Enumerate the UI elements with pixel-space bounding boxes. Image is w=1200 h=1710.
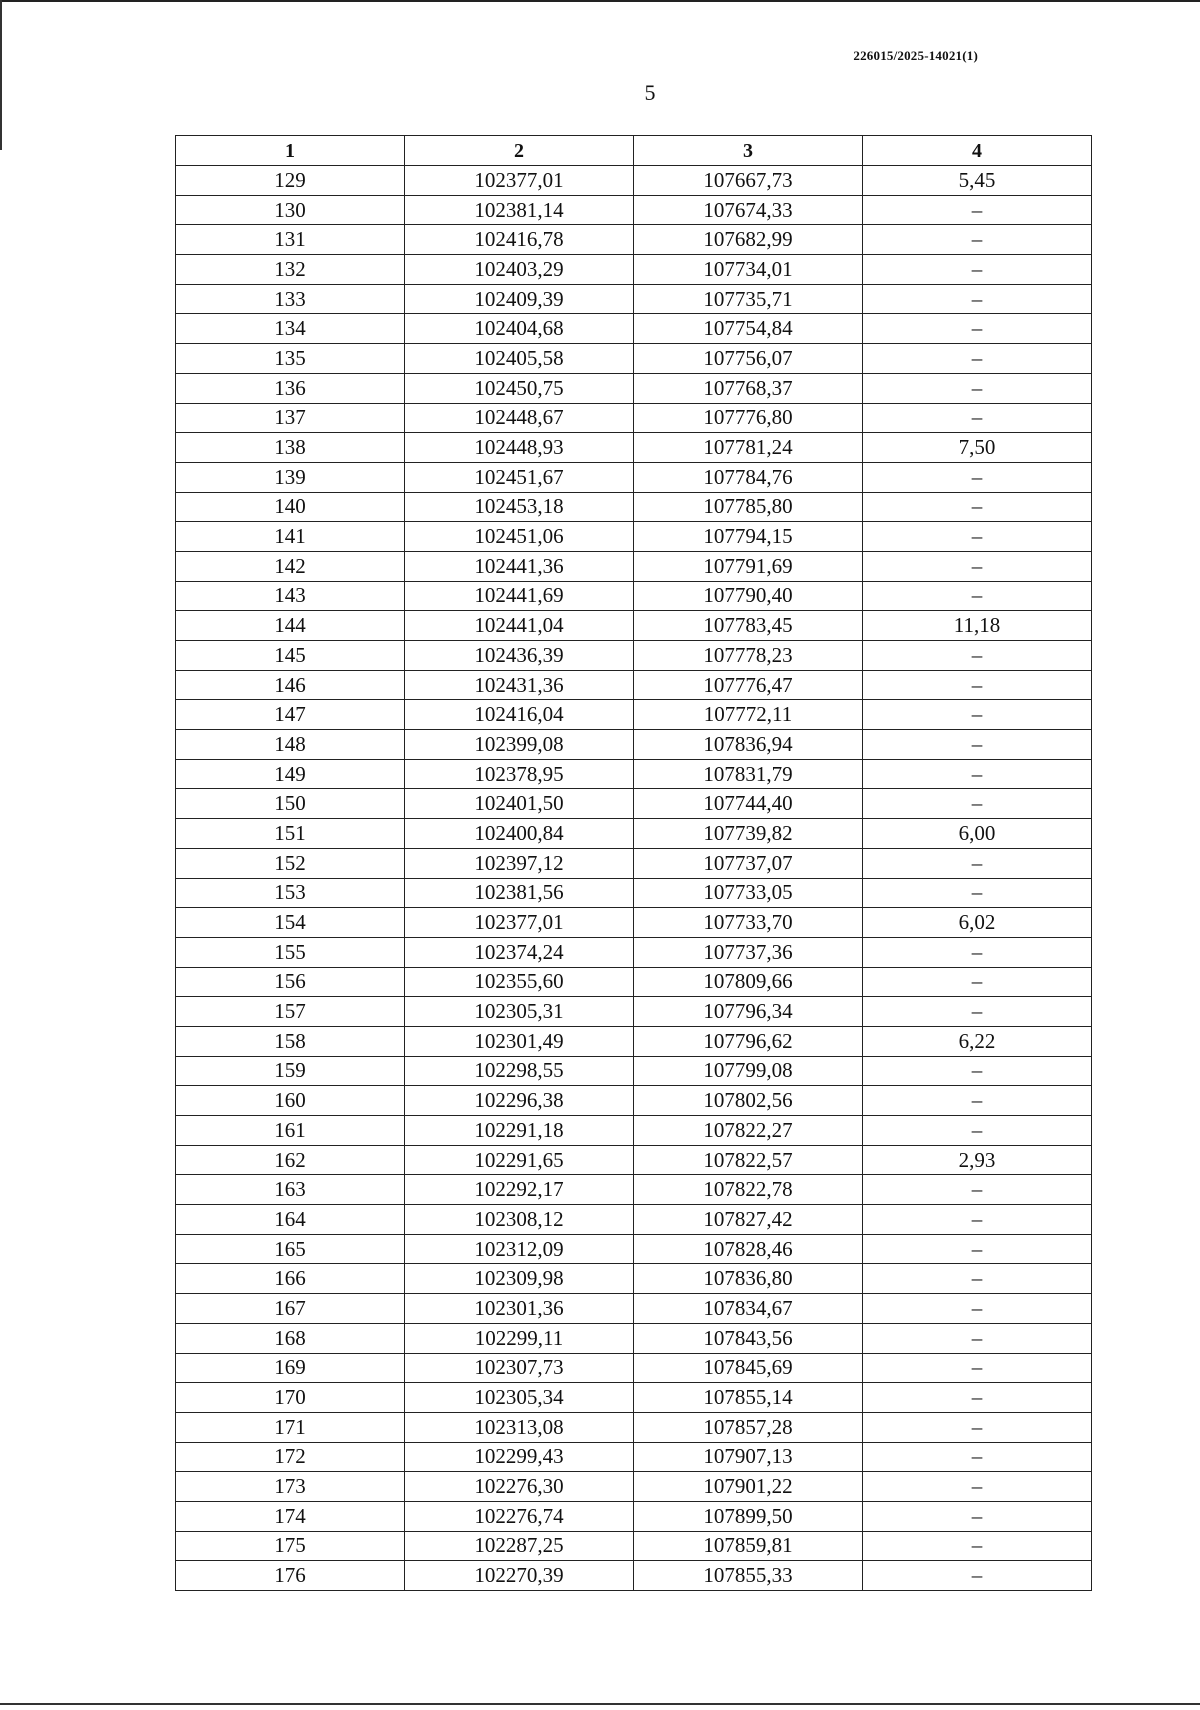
table-row [176,1026,1092,1056]
table-row [176,908,1092,938]
point-number-cell: 131 [176,225,405,255]
distance-cell: – [863,255,1092,285]
coordinates-table [175,135,1092,1591]
x-coordinate-cell: 102355,60 [405,967,634,997]
y-coordinate-cell: 107768,37 [634,373,863,403]
distance-cell: 11,18 [863,611,1092,641]
distance-cell: – [863,1561,1092,1591]
distance-cell: – [863,967,1092,997]
x-coordinate-cell: 102409,39 [405,284,634,314]
table-row [176,967,1092,997]
distance-cell: – [863,1353,1092,1383]
point-number-cell: 157 [176,997,405,1027]
x-coordinate-cell: 102448,67 [405,403,634,433]
distance-cell: – [863,848,1092,878]
point-number-cell: 147 [176,700,405,730]
distance-cell: – [863,1086,1092,1116]
point-number-cell: 140 [176,492,405,522]
y-coordinate-cell: 107744,40 [634,789,863,819]
table-row [176,195,1092,225]
distance-cell: – [863,581,1092,611]
x-coordinate-cell: 102276,74 [405,1501,634,1531]
table-row [176,492,1092,522]
distance-cell: – [863,997,1092,1027]
page-number: 5 [644,80,656,105]
y-coordinate-cell: 107733,70 [634,908,863,938]
x-coordinate-cell: 102397,12 [405,848,634,878]
y-coordinate-cell: 107901,22 [634,1472,863,1502]
table-row [176,225,1092,255]
point-number-cell: 146 [176,670,405,700]
x-coordinate-cell: 102441,04 [405,611,634,641]
y-coordinate-cell: 107781,24 [634,433,863,463]
table-row [176,166,1092,196]
x-coordinate-cell: 102292,17 [405,1175,634,1205]
table-row [176,314,1092,344]
table-row [176,759,1092,789]
x-coordinate-cell: 102309,98 [405,1264,634,1294]
point-number-cell: 133 [176,284,405,314]
distance-cell: 6,00 [863,819,1092,849]
distance-cell: – [863,1264,1092,1294]
y-coordinate-cell: 107822,57 [634,1145,863,1175]
y-coordinate-cell: 107674,33 [634,195,863,225]
x-coordinate-cell: 102291,18 [405,1116,634,1146]
point-number-cell: 132 [176,255,405,285]
point-number-cell: 171 [176,1412,405,1442]
y-coordinate-cell: 107735,71 [634,284,863,314]
distance-cell: – [863,284,1092,314]
y-coordinate-cell: 107733,05 [634,878,863,908]
y-coordinate-cell: 107859,81 [634,1531,863,1561]
distance-cell: – [863,1501,1092,1531]
table-row [176,1205,1092,1235]
distance-cell: 2,93 [863,1145,1092,1175]
table-row [176,670,1092,700]
x-coordinate-cell: 102378,95 [405,759,634,789]
y-coordinate-cell: 107831,79 [634,759,863,789]
point-number-cell: 163 [176,1175,405,1205]
table-row [176,344,1092,374]
table-row [176,611,1092,641]
distance-cell: – [863,522,1092,552]
y-coordinate-cell: 107855,14 [634,1383,863,1413]
distance-cell: – [863,1234,1092,1264]
x-coordinate-cell: 102381,14 [405,195,634,225]
distance-cell: – [863,1175,1092,1205]
document-id: 226015/2025-14021(1) [853,48,978,63]
table-row [176,1086,1092,1116]
point-number-cell: 174 [176,1501,405,1531]
distance-cell: – [863,1056,1092,1086]
y-coordinate-cell: 107737,36 [634,937,863,967]
table-row [176,1175,1092,1205]
table-row [176,1323,1092,1353]
point-number-cell: 151 [176,819,405,849]
distance-cell: – [863,878,1092,908]
table-body [176,166,1092,1591]
point-number-cell: 134 [176,314,405,344]
distance-cell: – [863,1442,1092,1472]
column-header-1: 1 [176,136,405,166]
x-coordinate-cell: 102416,78 [405,225,634,255]
table-row [176,403,1092,433]
point-number-cell: 144 [176,611,405,641]
x-coordinate-cell: 102296,38 [405,1086,634,1116]
point-number-cell: 162 [176,1145,405,1175]
table-row [176,1294,1092,1324]
y-coordinate-cell: 107809,66 [634,967,863,997]
distance-cell: – [863,700,1092,730]
distance-cell: – [863,1412,1092,1442]
table-row [176,700,1092,730]
point-number-cell: 135 [176,344,405,374]
table-row [176,462,1092,492]
y-coordinate-cell: 107796,62 [634,1026,863,1056]
table-row [176,1145,1092,1175]
distance-cell: – [863,195,1092,225]
distance-cell: – [863,1531,1092,1561]
table-row [176,1353,1092,1383]
y-coordinate-cell: 107772,11 [634,700,863,730]
x-coordinate-cell: 102308,12 [405,1205,634,1235]
x-coordinate-cell: 102450,75 [405,373,634,403]
point-number-cell: 169 [176,1353,405,1383]
table-row [176,937,1092,967]
y-coordinate-cell: 107682,99 [634,225,863,255]
point-number-cell: 172 [176,1442,405,1472]
point-number-cell: 164 [176,1205,405,1235]
point-number-cell: 165 [176,1234,405,1264]
point-number-cell: 145 [176,641,405,671]
table-row [176,373,1092,403]
table-row [176,255,1092,285]
point-number-cell: 129 [176,166,405,196]
distance-cell: – [863,937,1092,967]
y-coordinate-cell: 107799,08 [634,1056,863,1086]
column-header-4: 4 [863,136,1092,166]
point-number-cell: 168 [176,1323,405,1353]
x-coordinate-cell: 102404,68 [405,314,634,344]
point-number-cell: 155 [176,937,405,967]
distance-cell: – [863,403,1092,433]
x-coordinate-cell: 102431,36 [405,670,634,700]
x-coordinate-cell: 102377,01 [405,908,634,938]
distance-cell: 5,45 [863,166,1092,196]
y-coordinate-cell: 107907,13 [634,1442,863,1472]
x-coordinate-cell: 102313,08 [405,1412,634,1442]
table-row [176,1442,1092,1472]
point-number-cell: 160 [176,1086,405,1116]
y-coordinate-cell: 107667,73 [634,166,863,196]
column-header-3: 3 [634,136,863,166]
x-coordinate-cell: 102399,08 [405,730,634,760]
distance-cell: – [863,1472,1092,1502]
x-coordinate-cell: 102405,58 [405,344,634,374]
distance-cell: – [863,759,1092,789]
y-coordinate-cell: 107756,07 [634,344,863,374]
y-coordinate-cell: 107754,84 [634,314,863,344]
point-number-cell: 154 [176,908,405,938]
x-coordinate-cell: 102451,06 [405,522,634,552]
point-number-cell: 153 [176,878,405,908]
table-row [176,819,1092,849]
table-row [176,848,1092,878]
table-row [176,1234,1092,1264]
y-coordinate-cell: 107734,01 [634,255,863,285]
point-number-cell: 141 [176,522,405,552]
distance-cell: – [863,1383,1092,1413]
x-coordinate-cell: 102377,01 [405,166,634,196]
table-row [176,997,1092,1027]
table-row [176,1412,1092,1442]
x-coordinate-cell: 102374,24 [405,937,634,967]
point-number-cell: 156 [176,967,405,997]
x-coordinate-cell: 102451,67 [405,462,634,492]
y-coordinate-cell: 107857,28 [634,1412,863,1442]
distance-cell: – [863,670,1092,700]
point-number-cell: 173 [176,1472,405,1502]
y-coordinate-cell: 107785,80 [634,492,863,522]
x-coordinate-cell: 102291,65 [405,1145,634,1175]
y-coordinate-cell: 107783,45 [634,611,863,641]
distance-cell: – [863,462,1092,492]
x-coordinate-cell: 102312,09 [405,1234,634,1264]
x-coordinate-cell: 102381,56 [405,878,634,908]
table-row [176,1056,1092,1086]
scan-edge-left [0,0,2,150]
x-coordinate-cell: 102301,49 [405,1026,634,1056]
y-coordinate-cell: 107836,94 [634,730,863,760]
point-number-cell: 176 [176,1561,405,1591]
point-number-cell: 167 [176,1294,405,1324]
point-number-cell: 143 [176,581,405,611]
point-number-cell: 138 [176,433,405,463]
y-coordinate-cell: 107776,47 [634,670,863,700]
y-coordinate-cell: 107836,80 [634,1264,863,1294]
distance-cell: – [863,314,1092,344]
distance-cell: – [863,344,1092,374]
table-row [176,551,1092,581]
x-coordinate-cell: 102448,93 [405,433,634,463]
table-header-row [176,136,1092,166]
x-coordinate-cell: 102305,34 [405,1383,634,1413]
distance-cell: – [863,373,1092,403]
x-coordinate-cell: 102270,39 [405,1561,634,1591]
y-coordinate-cell: 107776,80 [634,403,863,433]
distance-cell: – [863,1323,1092,1353]
y-coordinate-cell: 107802,56 [634,1086,863,1116]
table-row [176,581,1092,611]
table-row [176,522,1092,552]
distance-cell: – [863,641,1092,671]
table-row [176,1264,1092,1294]
x-coordinate-cell: 102436,39 [405,641,634,671]
y-coordinate-cell: 107845,69 [634,1353,863,1383]
column-header-2: 2 [405,136,634,166]
x-coordinate-cell: 102453,18 [405,492,634,522]
point-number-cell: 148 [176,730,405,760]
point-number-cell: 130 [176,195,405,225]
distance-cell: – [863,551,1092,581]
distance-cell: – [863,1116,1092,1146]
distance-cell: – [863,1205,1092,1235]
y-coordinate-cell: 107791,69 [634,551,863,581]
point-number-cell: 149 [176,759,405,789]
point-number-cell: 150 [176,789,405,819]
x-coordinate-cell: 102400,84 [405,819,634,849]
y-coordinate-cell: 107778,23 [634,641,863,671]
y-coordinate-cell: 107843,56 [634,1323,863,1353]
y-coordinate-cell: 107855,33 [634,1561,863,1591]
table-row [176,433,1092,463]
scan-edge-bottom [0,1703,1200,1705]
distance-cell: 6,02 [863,908,1092,938]
y-coordinate-cell: 107828,46 [634,1234,863,1264]
distance-cell: – [863,789,1092,819]
x-coordinate-cell: 102403,29 [405,255,634,285]
distance-cell: – [863,225,1092,255]
y-coordinate-cell: 107822,78 [634,1175,863,1205]
table-row [176,1531,1092,1561]
point-number-cell: 158 [176,1026,405,1056]
y-coordinate-cell: 107737,07 [634,848,863,878]
x-coordinate-cell: 102276,30 [405,1472,634,1502]
x-coordinate-cell: 102287,25 [405,1531,634,1561]
x-coordinate-cell: 102307,73 [405,1353,634,1383]
point-number-cell: 159 [176,1056,405,1086]
point-number-cell: 152 [176,848,405,878]
y-coordinate-cell: 107796,34 [634,997,863,1027]
point-number-cell: 166 [176,1264,405,1294]
x-coordinate-cell: 102441,36 [405,551,634,581]
table-row [176,1116,1092,1146]
x-coordinate-cell: 102305,31 [405,997,634,1027]
point-number-cell: 139 [176,462,405,492]
y-coordinate-cell: 107822,27 [634,1116,863,1146]
scan-edge-top [0,0,1200,2]
x-coordinate-cell: 102301,36 [405,1294,634,1324]
point-number-cell: 136 [176,373,405,403]
distance-cell: 6,22 [863,1026,1092,1056]
point-number-cell: 161 [176,1116,405,1146]
point-number-cell: 170 [176,1383,405,1413]
x-coordinate-cell: 102441,69 [405,581,634,611]
table-row [176,1383,1092,1413]
y-coordinate-cell: 107827,42 [634,1205,863,1235]
y-coordinate-cell: 107834,67 [634,1294,863,1324]
table-row [176,730,1092,760]
x-coordinate-cell: 102299,43 [405,1442,634,1472]
y-coordinate-cell: 107899,50 [634,1501,863,1531]
distance-cell: – [863,492,1092,522]
x-coordinate-cell: 102416,04 [405,700,634,730]
distance-cell: – [863,1294,1092,1324]
y-coordinate-cell: 107794,15 [634,522,863,552]
point-number-cell: 142 [176,551,405,581]
y-coordinate-cell: 107784,76 [634,462,863,492]
y-coordinate-cell: 107739,82 [634,819,863,849]
y-coordinate-cell: 107790,40 [634,581,863,611]
x-coordinate-cell: 102401,50 [405,789,634,819]
table-row [176,1561,1092,1591]
point-number-cell: 175 [176,1531,405,1561]
table-row [176,789,1092,819]
distance-cell: – [863,730,1092,760]
table-row [176,1501,1092,1531]
table-row [176,878,1092,908]
table-row [176,1472,1092,1502]
distance-cell: 7,50 [863,433,1092,463]
x-coordinate-cell: 102299,11 [405,1323,634,1353]
point-number-cell: 137 [176,403,405,433]
x-coordinate-cell: 102298,55 [405,1056,634,1086]
table-row [176,641,1092,671]
table-row [176,284,1092,314]
